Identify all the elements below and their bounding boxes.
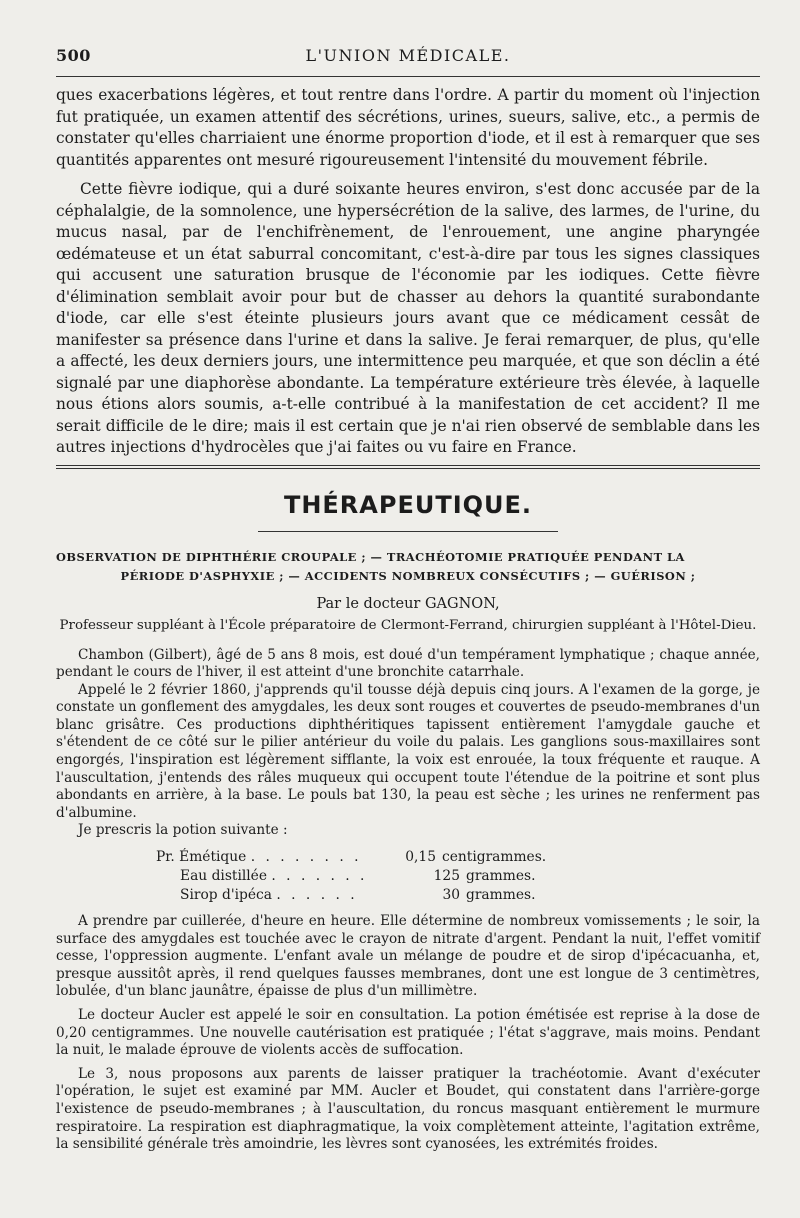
prescription-unit: grammes. bbox=[466, 887, 536, 904]
prescription-unit: centigrammes. bbox=[442, 849, 547, 866]
article-title-line-2: PÉRIODE D'ASPHYXIE ; — ACCIDENTS NOMBREUX CONSÉCUTIFS ; — GUÉRISON ; bbox=[120, 568, 696, 583]
prescription-unit: grammes. bbox=[466, 868, 536, 885]
section-title-rule bbox=[258, 531, 558, 532]
prescription-item: Pr. Émétique bbox=[156, 849, 247, 866]
section-title: THÉRAPEUTIQUE. bbox=[283, 490, 533, 519]
header-rule bbox=[56, 76, 760, 77]
prescription-table bbox=[56, 848, 760, 905]
intro-paragraph-1: ques exacerbations légères, et tout rentre dans l'ordre. A partir du moment où l'injection fut pratiquée, un examen attentif des sécrétions, urines, sueurs, salive, etc., a permis de constater qu'elles charriaient une énorme proportion d'iode, et il est à remarquer que ses quantités apparentes ont mesuré rigoureusement l'intensité du mouvement fébrile. bbox=[56, 86, 760, 169]
article-paragraph-2: Appelé le 2 février 1860, j'apprends qu'il tousse déjà depuis cinq jours. A l'examen de la gorge, je constate un gonflement des amygdales, les deux sont rouges et couvertes de pseudo-membranes d'un blanc grisâtre. Ces productions diphthéritiques tapissent entièrement l'amygdale gauche et s'étendent de ce côté sur le pilier antérieur du voile du palais. Les ganglions sous-maxillaires sont engorgés, l'inspiration est légèrement sifflante, la voix est enrouée, la toux fréquente et rauque. A l'auscultation, j'entends des râles muqueux qui occupent toute l'étendue de la poitrine et sont plus abondants en arrière, à la base. Le pouls bat 130, la peau est sèche ; les urines ne renferment pas d'albumine. bbox=[56, 681, 760, 821]
intro-text bbox=[56, 85, 760, 459]
article-paragraph-6: Le 3, nous proposons aux parents de laisser pratiquer la trachéotomie. Avant d'exécuter l'opération, le sujet est examiné par MM. Aucler et Boudet, qui constatent dans l'arrière-gorge l'existence de pseudo-membranes ; à l'auscultation, du roncus masquant entièrement le murmure respiratoire. La respiration est diaphragmatique, la voix complètement atteinte, l'agitation extrême, la sensibilité générale très amoindrie, les lèvres sont cyanosées, les extrémités froides. bbox=[56, 1065, 760, 1153]
running-title: L'UNION MÉDICALE. bbox=[305, 46, 511, 65]
prescription-amount: 30 bbox=[442, 887, 460, 904]
prescription-item: Sirop d'ipéca bbox=[180, 887, 272, 904]
prescription-dots: . . . . . . . bbox=[271, 868, 368, 885]
page-header bbox=[56, 34, 760, 64]
article-paragraph-4: A prendre par cuillerée, d'heure en heure. Elle détermine de nombreux vomissements ; le soir, la surface des amygdales est touchée avec le crayon de nitrate d'argent. Pendant la nuit, l'effet vomitif cesse, l'oppression augmente. L'enfant avale un mélange de poudre et de sirop d'ipécacuanha, et, presque aussitôt après, il rend quelques fausses membranes, dont une est longue de 3 centimètres, lobulée, d'un blanc jaunâtre, épaisse de plus d'un millimètre. bbox=[56, 913, 760, 1000]
article-title bbox=[56, 548, 760, 586]
prescription-amount: 125 bbox=[433, 868, 460, 885]
article-paragraph-1: Chambon (Gilbert), âgé de 5 ans 8 mois, est doué d'un tempérament lymphatique ; chaque année, pendant le cours de l'hiver, il est atteint d'une bronchite catarrhale. bbox=[56, 646, 760, 681]
section-divider bbox=[56, 465, 760, 469]
article-paragraph-3: Je prescris la potion suivante : bbox=[78, 822, 288, 839]
article-paragraph-5: Le docteur Aucler est appelé le soir en consultation. La potion émétisée est reprise à la dose de 0,20 centigrammes. Une nouvelle cautérisation est pratiquée ; l'état s'aggrave, mais moins. Pendant la nuit, le malade éprouve de violents accès de suffocation. bbox=[56, 1007, 760, 1059]
author-affiliation: Professeur suppléant à l'École préparatoire de Clermont-Ferrand, chirurgien suppléant à l'Hôtel-Dieu. bbox=[59, 617, 757, 633]
prescription-item: Eau distillée bbox=[180, 868, 268, 885]
prescription-dots: . . . . . . . . bbox=[250, 849, 362, 866]
prescription-row bbox=[56, 867, 760, 886]
author-byline: Par le docteur GAGNON, bbox=[316, 595, 500, 612]
prescription-row bbox=[56, 848, 760, 867]
prescription-dots: . . . . . . bbox=[276, 887, 358, 904]
page-number: 500 bbox=[56, 46, 91, 65]
prescription-row bbox=[56, 886, 760, 905]
article-body bbox=[56, 647, 760, 1154]
prescription-amount: 0,15 bbox=[405, 849, 436, 866]
article-title-line-1: OBSERVATION DE DIPHTHÉRIE CROUPALE ; — TRACHÉOTOMIE PRATIQUÉE PENDANT LA bbox=[56, 549, 685, 564]
intro-paragraph-2: Cette fièvre iodique, qui a duré soixante heures environ, s'est donc accusée par de la céphalalgie, de la somnolence, une hypersécrétion de la salive, des larmes, de l'urine, du mucus nasal, par de l'enchifrènement, de l'enrouement, une angine pharyngée œdémateuse et un état saburral concomitant, c'est-à-dire par tous les signes classiques qui accusent une saturation brusque de l'économie par les iodiques. Cette fièvre d'élimination semblait avoir pour but de chasser au dehors la quantité surabondante d'iode, car elle s'est éteinte plusieurs jours avant que ce médicament cessât de manifester sa présence dans l'urine et dans la salive. Je ferai remarquer, de plus, qu'elle a affecté, les deux derniers jours, une intermittence peu marquée, et que son déclin a été signalé par une diaphorèse abondante. La température extérieure très élevée, à laquelle nous étions alors soumis, a-t-elle contribué à la manifestation de cet accident? Il me serait difficile de le dire; mais il est certain que je n'ai rien observé de semblable dans les autres injections d'hydrocèles que j'ai faites ou vu faire en France. bbox=[56, 180, 760, 456]
